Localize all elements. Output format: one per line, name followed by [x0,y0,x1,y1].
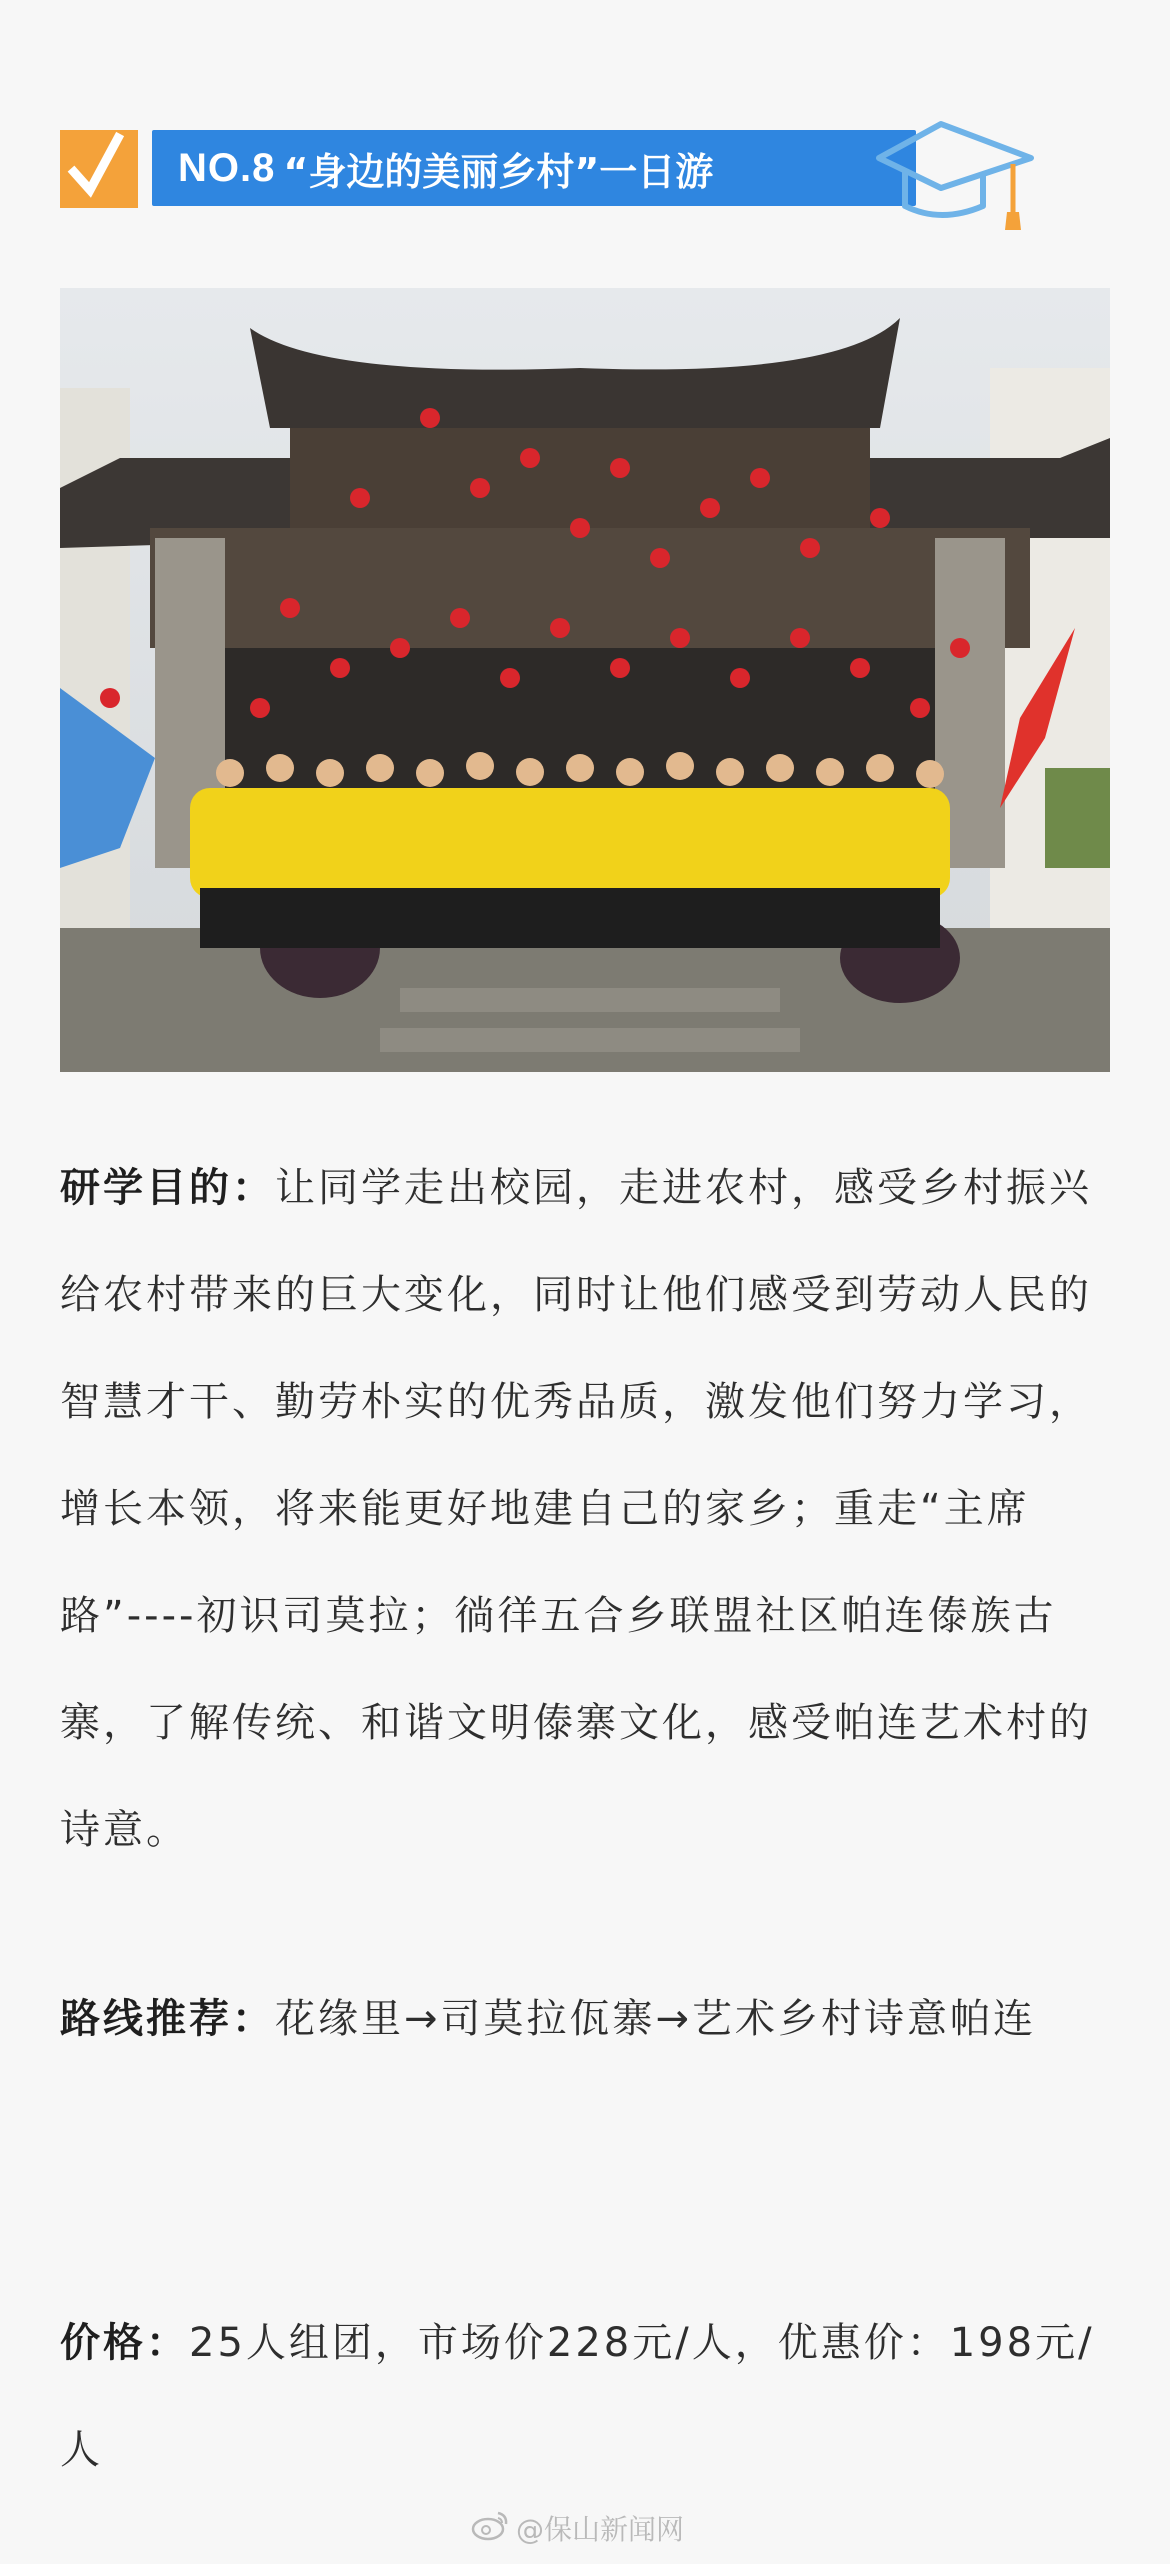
study-purpose-text: 让同学走出校园，走进农村，感受乡村振兴给农村带来的巨大变化，同时让他们感受到劳动人民的智慧才干、勤劳朴实的优秀品质，激发他们努力学习，增长本领，将来能更好地建自己的家乡；重走“主席路”----初识司莫拉；徜徉五合乡联盟社区帕连傣族古寨，了解传统、和谐文明傣寨文化，感受帕连艺术村的诗意。 [60,1165,1092,1853]
section-title-bar [152,130,916,206]
weibo-icon [470,2509,510,2548]
check-icon [60,130,138,208]
graduation-cap-icon [875,120,1045,234]
price-text: 25人组团，市场价228元/人，优惠价：198元/人 [60,2320,1095,2473]
route-text: 花缘里→司莫拉佤寨→艺术乡村诗意帕连 [275,1996,1037,2042]
route-paragraph [60,1966,1110,2073]
study-purpose-paragraph [60,1135,1110,1884]
section-header [60,120,1040,230]
price-paragraph [60,2290,1110,2504]
route-label: 路线推荐： [60,1996,275,2042]
watermark [470,2508,684,2548]
section-title: “身边的美丽乡村”一日游 [283,149,714,194]
study-purpose-label: 研学目的： [60,1165,275,1211]
watermark-text: @保山新闻网 [516,2513,685,2546]
group-photo-image [60,288,1110,1072]
price-label: 价格： [60,2320,189,2366]
section-number: NO.8 [178,145,276,190]
